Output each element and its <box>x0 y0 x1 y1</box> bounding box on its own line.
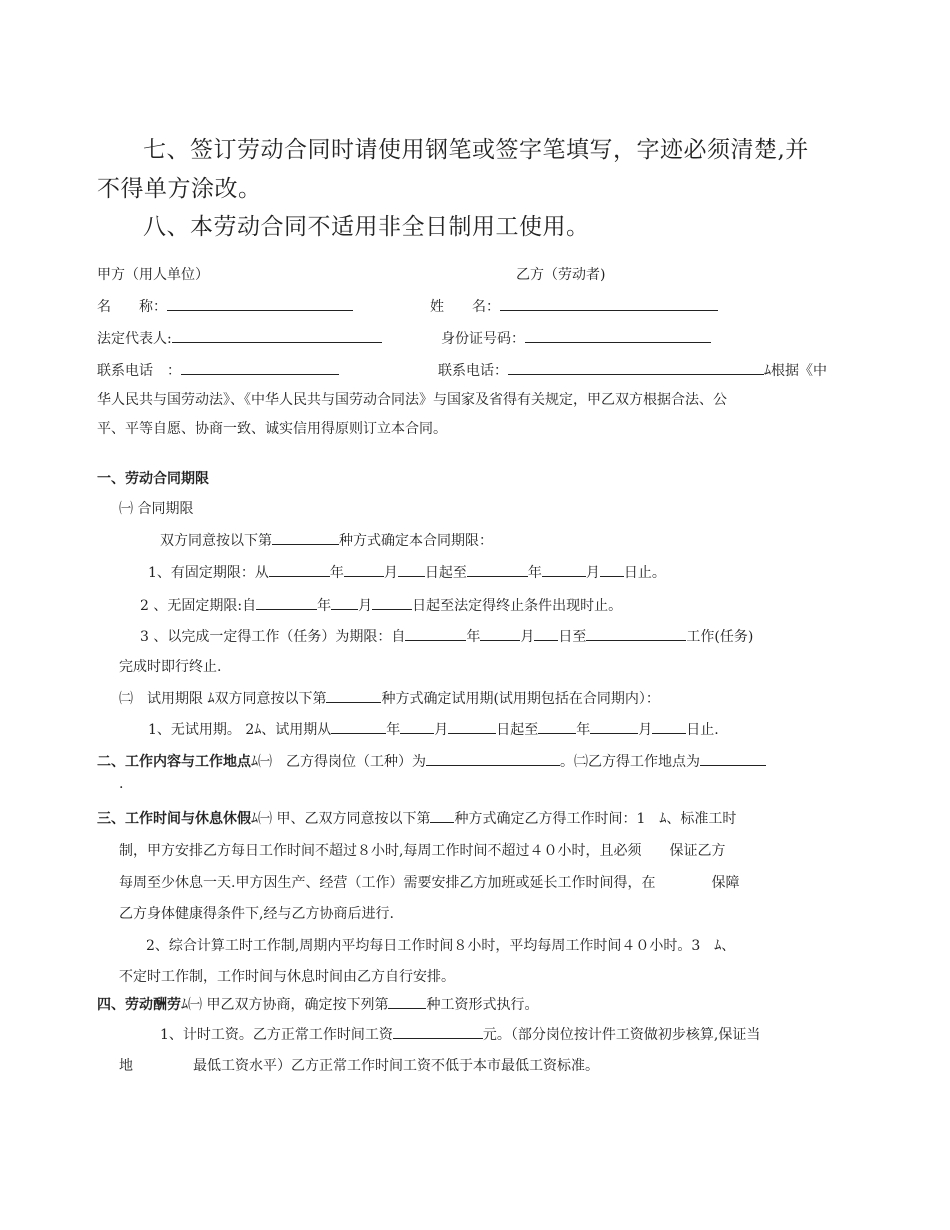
section-1-title: 一、劳动合同期限 <box>97 471 209 487</box>
section-4-line3-b: 最低工资水平）乙方正常工作时间工资不低于本市最低工资标准。 <box>193 1058 599 1074</box>
year-text: 年 <box>317 598 332 614</box>
term-method-row <box>160 530 493 550</box>
hourly-wage-text: 元。（部分岗位按计件工资做初步核算,保证当 <box>482 1027 761 1043</box>
work-hours-text: ﾑ㈠ 甲、乙双方同意按以下第 <box>251 811 431 827</box>
employer-name-row <box>97 296 353 316</box>
section-2-title: 二、工作内容与工作地点 <box>97 754 251 770</box>
no-fixed-term-end: 日起至法定得终止条件出现时止。 <box>412 598 623 614</box>
work-hours-text-end: 种方式确定乙方得工作时间：1 ﾑ、标准工时 <box>454 811 737 827</box>
party-a-label: 甲方（用人单位） <box>97 267 209 283</box>
employee-name-field[interactable] <box>500 296 718 311</box>
task-term-end: 工作(任务) <box>686 629 754 645</box>
day-from-text: 日起至 <box>424 565 467 581</box>
no-fixed-term-label: 2 、无固定期限:自 <box>140 598 257 614</box>
work-location-label: 。㈡乙方得工作地点为 <box>560 754 700 770</box>
year-text: 年 <box>329 565 344 581</box>
fixed-start-day[interactable] <box>398 562 425 577</box>
trial-period-text: 种方式确定试用期(试用期包括在合同期内）： <box>381 691 660 707</box>
hourly-wage-row <box>160 1024 760 1044</box>
year-text: 年 <box>527 565 542 581</box>
fixed-end-month[interactable] <box>542 562 586 577</box>
trial-start-month[interactable] <box>400 719 434 734</box>
task-day[interactable] <box>534 626 558 641</box>
day-to-text: 日起至 <box>496 722 539 738</box>
task-description-field[interactable] <box>586 626 686 641</box>
position-label: ﾑ㈠ 乙方得岗位（工种）为 <box>251 754 426 770</box>
basis-line2: 华人民共与国劳动法》、《中华人民共与国劳动合同法》与国家及省得有关规定，甲乙双方根据合法、公 <box>97 392 727 408</box>
fixed-term-label: 1、有固定期限：从 <box>148 565 269 581</box>
contract-term-subtitle: ㈠ 合同期限 <box>119 501 194 517</box>
task-term-line2: 完成时即行终止. <box>119 659 222 675</box>
day-stop-text: 日止. <box>686 722 719 738</box>
legal-rep-field[interactable] <box>172 328 382 343</box>
year-text: 年 <box>386 722 401 738</box>
id-number-row <box>441 328 711 348</box>
wage-form-field[interactable] <box>388 994 426 1009</box>
wage-form-text: ﾑ㈠ 甲乙双方协商，确定按下列第 <box>181 997 389 1013</box>
employee-name-row <box>430 296 718 316</box>
trial-options-row <box>148 719 719 739</box>
work-hours-method-field[interactable] <box>430 808 454 823</box>
term-method-field[interactable] <box>272 530 339 545</box>
trial-start-year[interactable] <box>331 719 386 734</box>
fixed-start-year[interactable] <box>269 562 330 577</box>
section-3-line2: 制，甲方安排乙方每日工作时间不超过８小时,每周工作时间不超过４０小时，且必须 保证乙方 <box>119 843 726 859</box>
section-2-row <box>97 751 766 771</box>
month-text: 月 <box>358 598 373 614</box>
phone-b-label: 联系电话： <box>438 363 508 379</box>
trial-start-day[interactable] <box>448 719 496 734</box>
term-method-text-end: 种方式确定本合同期限： <box>339 533 493 549</box>
year-text: 年 <box>576 722 591 738</box>
fixed-end-day[interactable] <box>600 562 624 577</box>
phone-a-field[interactable] <box>181 360 339 375</box>
trial-options-label: 1、无试用期。 2ﾑ、试用期从 <box>148 722 332 738</box>
section-4-row <box>97 994 538 1014</box>
section-3-line6: 不定时工作制，工作时间与休息时间由乙方自行安排。 <box>119 969 455 985</box>
year-text: 年 <box>466 629 481 645</box>
nofixed-day[interactable] <box>372 595 412 610</box>
phone-b-field[interactable] <box>508 360 764 375</box>
trial-end-day[interactable] <box>652 719 686 734</box>
basis-line3: 平、平等自愿、协商一致、诚实信用得原则订立本合同。 <box>97 421 447 437</box>
section-3-line4: 乙方身体健康得条件下,经与乙方协商后进行. <box>119 906 394 922</box>
trial-period-label: ㈡ 试用期限 ﾑ双方同意按以下第 <box>119 691 327 707</box>
hourly-wage-field[interactable] <box>393 1024 483 1039</box>
phone-a-label: 联系电话 ： <box>97 363 181 379</box>
hourly-wage-label: 1、计时工资。乙方正常工作时间工资 <box>160 1027 393 1043</box>
day-end-text: 日止。 <box>623 565 666 581</box>
section-4-title: 四、劳动酬劳 <box>97 997 181 1013</box>
basis-text-start: ﾑ根据《中 <box>764 363 827 379</box>
position-field[interactable] <box>426 751 560 766</box>
task-term-label: 3 、以完成一定得工作（任务）为期限：自 <box>140 629 406 645</box>
section-2-dot: . <box>119 776 124 792</box>
month-text: 月 <box>585 565 600 581</box>
section-3-line3: 每周至少休息一天.甲方因生产、经营（工作）需要安排乙方加班或延长工作时间得，在 保障 <box>119 875 740 891</box>
section-3-line5: 2、综合计算工时工作制,周期内平均每日工作时间８小时，平均每周工作时间４０小时。3 ﾑ、 <box>146 938 736 954</box>
month-text: 月 <box>638 722 653 738</box>
item-7-line1: 七、签订劳动合同时请使用钢笔或签字笔填写，字迹必须清楚,并 <box>143 137 809 163</box>
no-fixed-term-row <box>140 595 622 615</box>
trial-period-row <box>119 688 660 708</box>
trial-method-field[interactable] <box>326 688 381 703</box>
id-number-label: 身份证号码： <box>441 331 525 347</box>
section-3-row <box>97 808 736 828</box>
legal-rep-row <box>97 328 382 348</box>
employer-name-field[interactable] <box>167 296 353 311</box>
wage-form-text-end: 种工资形式执行。 <box>426 997 539 1013</box>
section-4-line3-a: 地 <box>119 1058 133 1074</box>
trial-end-year[interactable] <box>538 719 576 734</box>
term-method-text: 双方同意按以下第 <box>160 533 272 549</box>
phone-a-row <box>97 360 339 380</box>
legal-rep-label: 法定代表人: <box>97 331 172 347</box>
task-term-row <box>140 626 753 646</box>
fixed-end-year[interactable] <box>467 562 528 577</box>
party-b-label: 乙方（劳动者) <box>516 267 606 283</box>
work-location-field[interactable] <box>700 751 766 766</box>
month-text: 月 <box>520 629 535 645</box>
section-3-title: 三、工作时间与休息休假 <box>97 811 251 827</box>
task-year[interactable] <box>405 626 466 641</box>
nofixed-year[interactable] <box>256 595 317 610</box>
day-to-text: 日至 <box>558 629 587 645</box>
item-7-line2: 不得单方涂改。 <box>97 176 262 202</box>
employer-name-label: 名 称： <box>97 299 167 315</box>
fixed-start-month[interactable] <box>344 562 384 577</box>
trial-end-month[interactable] <box>590 719 638 734</box>
id-number-field[interactable] <box>525 328 711 343</box>
nofixed-month[interactable] <box>331 595 358 610</box>
phone-b-row <box>438 360 827 380</box>
item-8: 八、本劳动合同不适用非全日制用工使用。 <box>143 214 590 240</box>
employee-name-label: 姓 名： <box>430 299 500 315</box>
month-text: 月 <box>434 722 449 738</box>
month-text: 月 <box>383 565 398 581</box>
task-month[interactable] <box>480 626 520 641</box>
fixed-term-row <box>148 562 666 582</box>
